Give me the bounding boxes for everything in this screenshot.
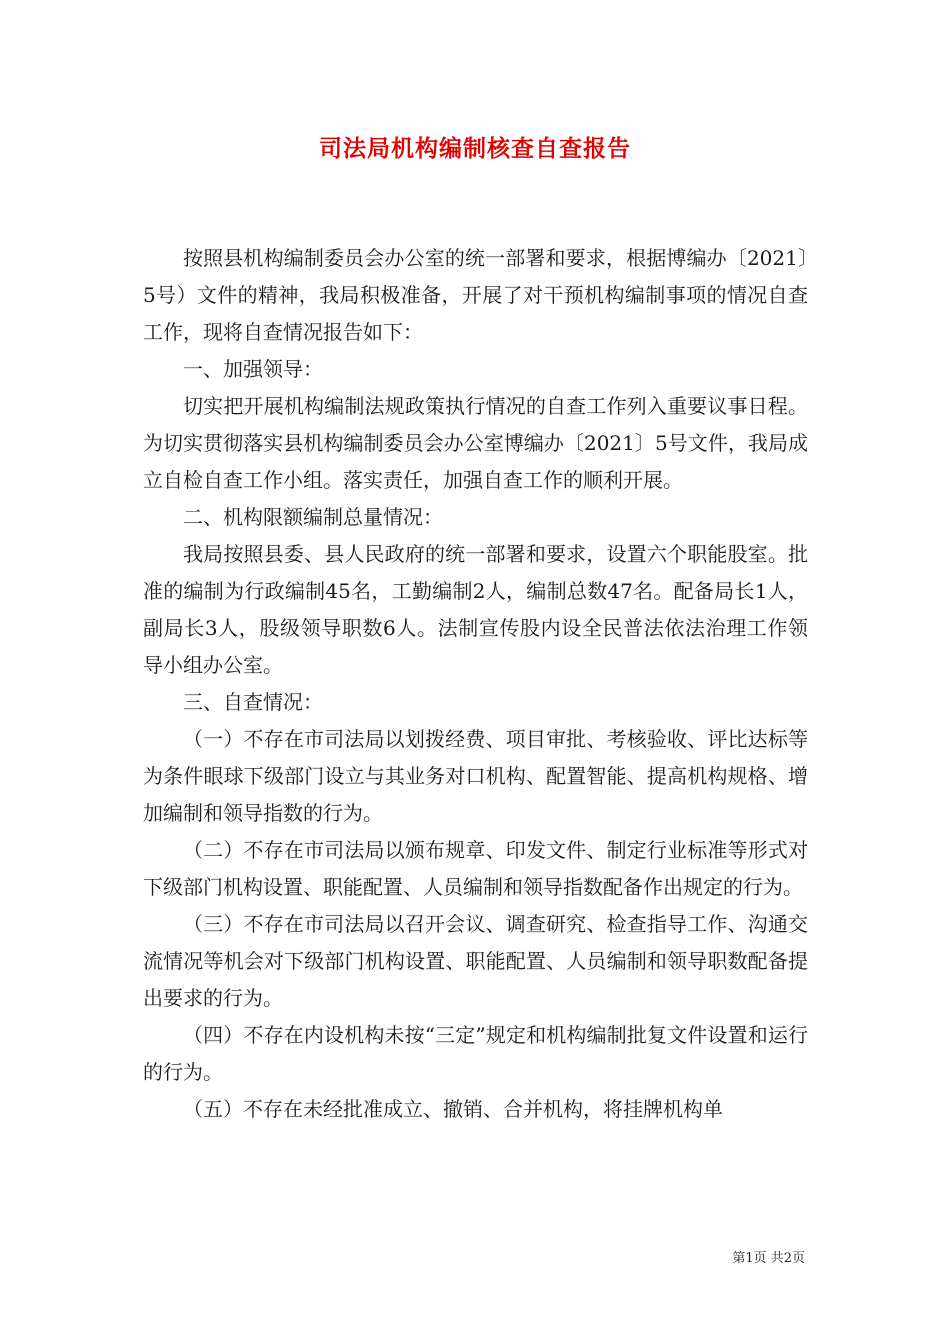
page-number: 第1页 共2页 xyxy=(732,1251,805,1266)
section-heading-2: 二、机构限额编制总量情况： xyxy=(183,505,443,529)
section-heading-1: 一、加强领导： xyxy=(183,357,323,381)
paragraph-item-3: （三）不存在市司法局以召开会议、调查研究、检查指导工作、沟通交流情况等机会对下级部门机构设置、职能配置、人员编制和领导职数配备提出要求的行为。 xyxy=(143,912,808,1010)
paragraph-item-2: （二）不存在市司法局以颁布规章、印发文件、制定行业标准等形式对下级部门机构设置、职能配置、人员编制和领导指数配备作出规定的行为。 xyxy=(143,838,808,899)
paragraph-leadership: 切实把开展机构编制法规政策执行情况的自查工作列入重要议事日程。为切实贯彻落实县机构编制委员会办公室博编办〔2021〕5号文件，我局成立自检自查工作小组。落实责任，加强自查工作的顺利开展。 xyxy=(143,394,808,492)
paragraph-item-4: （四）不存在内设机构未按“三定”规定和机构编制批复文件设置和运行的行为。 xyxy=(143,1023,808,1084)
document-title: 司法局机构编制核查自查报告 xyxy=(319,136,631,162)
paragraph-intro: 按照县机构编制委员会办公室的统一部署和要求，根据博编办〔2021〕5号）文件的精神，我局积极准备，开展了对干预机构编制事项的情况自查工作，现将自查情况报告如下： xyxy=(143,246,808,344)
paragraph-staffing: 我局按照县委、县人民政府的统一部署和要求，设置六个职能股室。批准的编制为行政编制45名，工勤编制2人，编制总数47名。配备局长1人，副局长3人，股级领导职数6人。法制宣传股内设全民普法依法治理工作领导小组办公室。 xyxy=(143,542,808,677)
paragraph-item-5: （五）不存在未经批准成立、撤销、合并机构，将挂牌机构单 xyxy=(183,1097,723,1121)
document-body xyxy=(143,240,808,1128)
section-heading-3: 三、自查情况： xyxy=(183,690,323,714)
paragraph-item-1: （一）不存在市司法局以划拨经费、项目审批、考核验收、评比达标等为条件眼球下级部门设立与其业务对口机构、配置智能、提高机构规格、增加编制和领导指数的行为。 xyxy=(143,727,808,825)
